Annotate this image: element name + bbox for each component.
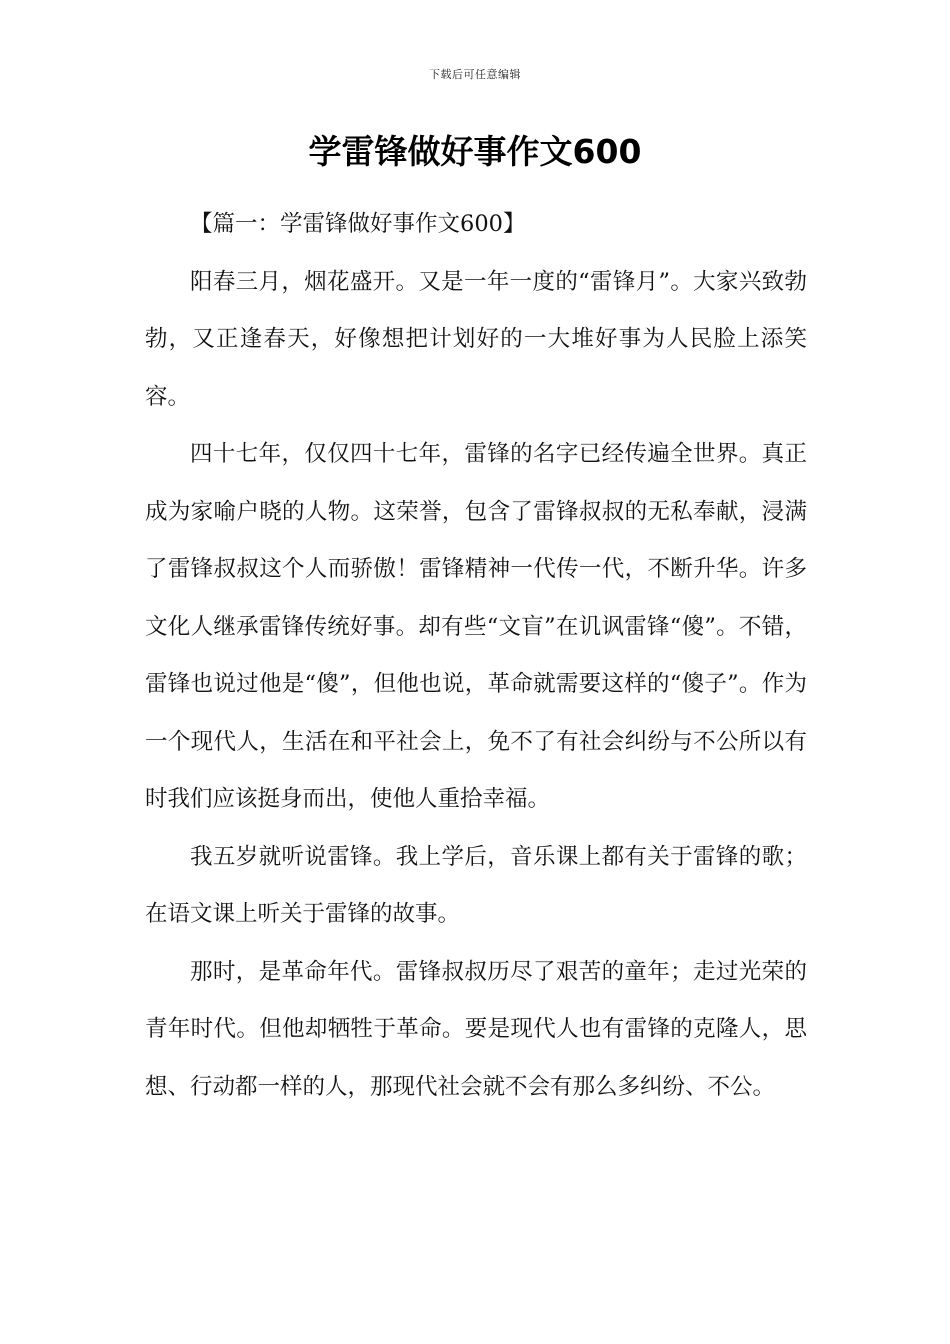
- section-heading: 【篇一：学雷锋做好事作文600】: [190, 211, 526, 237]
- paragraph-2: 四十七年，仅仅四十七年，雷锋的名字已经传遍全世界。真正成为家喻户晓的人物。这荣誉，包含了雷锋叔叔的无私奉献，浸满了雷锋叔叔这个人而骄傲！雷锋精神一代传一代，不断升华。许多文化人继承雷锋传统好事。却有些“文盲”在讥讽雷锋“傻”。不错，雷锋也说过他是“傻”，但他也说，革命就需要这样的“傻子”。作为一个现代人，生活在和平社会上，免不了有社会纠纷与不公所以有时我们应该挺身而出，使他人重拾幸福。: [145, 441, 807, 812]
- paragraph-1: 阳春三月，烟花盛开。又是一年一度的“雷锋月”。大家兴致勃勃，又正逢春天，好像想把计划好的一大堆好事为人民脸上添笑容。: [145, 268, 807, 410]
- paragraph-3: 我五岁就听说雷锋。我上学后，音乐课上都有关于雷锋的歌；在语文课上听关于雷锋的故事。: [145, 843, 807, 927]
- paragraph-4: 那时，是革命年代。雷锋叔叔历尽了艰苦的童年；走过光荣的青年时代。但他却牺牲于革命。要是现代人也有雷锋的克隆人，思想、行动都一样的人，那现代社会就不会有那么多纠纷、不公。: [145, 958, 807, 1100]
- header-note: 下载后可任意编辑: [429, 68, 521, 81]
- document-body: [145, 196, 807, 1116]
- document-title: 学雷锋做好事作文600: [308, 132, 642, 171]
